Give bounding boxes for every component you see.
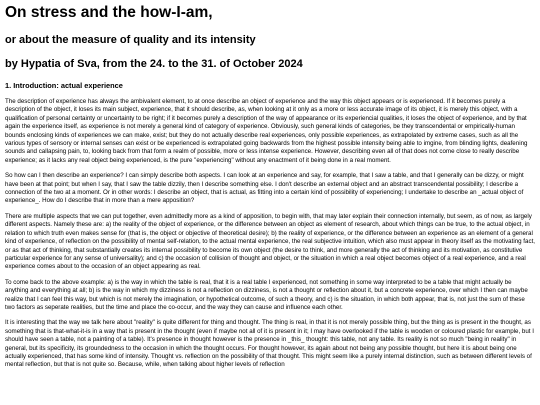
paragraph-2: So how can I then describe an experience? I can simply describe both aspects. I can look at an experience and say, for example, that I saw a table, and that I generally can be dizzy, or might have been at that point; but when I say, that I saw the table dizzily, then I describe something else. I don't describe an external object and an abstract transcendental possibility; I describe a connection of the two at a moment. Or in other words: I describe an object, that is actual, as fitting into a certain kind of possibility of experiencing; I undertake to describe an _actual object of experience_. How do I describe that in more than a mere apposition?	[5, 172, 524, 205]
paragraph-5: It is interesting that the way we talk here about "reality" is quite different for thing and thought. The thing is real, in that it is not merely possible thing, but the thing as is present in the thought, as something that is that-what-it-is in a way that is present in the thought (even if maybe not all of it is present in it; I may have overlooked if the table is wooden or coloured plastic for example, but I should have seen a table, not a painting of a table). It's presence in thought however is the presence in _this_ thought: this table, not any table. Its reality is not so much "being in reality" in general, but its specificity, its groundedness to the occasion in which the thought occurs. For thought however, its again about not being any possible thought, but here it is about being one actually experienced, that has some kind of intensity. Thought vs. reflection on the possibility of that thought. This might seem like a purely internal distinction, such as between different levels of mental reflection, but that is not quite so. Because, while, when talking about higher levels of reflection	[5, 319, 534, 369]
paragraph-3: There are multiple aspects that we can put together, even admittedly more as a kind of apposition, to begin with, that may later explain their connection internally, but seem, as of now, as largely different aspects. Namely these are: a) the reality of the object of experience, or the difference between an object as element of research, about which things can be true, to the actual object, in relation to which truth even makes sense for (that is, the object or objective of theoretical desire); b) the reality of experience, or the difference between an experience as an element of a general kind of experience, of reflection on the possibility of mental self-relation, to the actual mental experience, the real subjective intuition, which also must appear in theory itself as the motivating fact, or as that act of thinking, that substantially creates its internal possibility to become its own object (the desire to think, and more generally the act of thinking and its motivation, as constitutive particular experience for any sense of universality); and c) the occasion of collision of thought and object, or the situation in which a real object becomes object of a real experience, and a real experience comes about to the occasion of an object appearing as real.	[5, 212, 536, 271]
page-title: On stress and the how-I-am,	[5, 4, 213, 21]
paragraph-1: The description of experience has always the ambivalent element, to at once describe an object of experience and the way this object appears or is experienced. If it becomes purely a description of the object, it loses its main subject, experience, that it should describe, as, when looking at it only as a more or less accurate image of its object, it is merely this object, with a qualification of personal certainty or uncertainty to be right; if it becomes purely a description of the way of appearance or its experiencial qualities, it loses the object of experience, and by that again the experience itself, as experience is not merely a general kind of category of experience. Obviously, such general kinds of categories, be they transcendental or empirically-human bounds enclosing kinds of experiences we can make, exist; but they do not actually describe real experiences, only possible experiences, as extrapolated by extreme cases, such as all the various types of sensory or internal senses can exist or be experienced is extrapolated going backwards from the highest possible intensity being able to imgine, from blinding lights, deafening sounds and callapsing pain, to, looking back from that form a realm of possible, more or less intense experience. However, describing even all of that does not come close to really describe experience; as it lacks any real object being experienced, is the pure "experiencing" without any enactment of it being done in a real moment.	[5, 98, 528, 164]
paragraph-4: To come back to the above example: a) is the way in which the table is real, that it is a real table I experienced, not something in some way interpreted to be a table that might actually be anything and everything at all; b) is the way in which my dizziness is not a reflection on dizziness, is not a thought or reflection about it, but a concrete experience, over which I then can maybe realize that I can feel this way, but which is not merely the imagination, or hypothetical outcome, of such a theory, and c) is the situation, in which both appear, that is, not just the sum of these two factors as seperate realities, but the time and place the co-occur, and the way they can cause and influence each other.	[5, 278, 528, 311]
page-subtitle: or about the measure of quality and its intensity	[5, 34, 256, 46]
section-heading: 1. Introduction: actual experience	[5, 81, 123, 90]
author-byline: by Hypatia of Sva, from the 24. to the 31. of October 2024	[5, 58, 303, 70]
